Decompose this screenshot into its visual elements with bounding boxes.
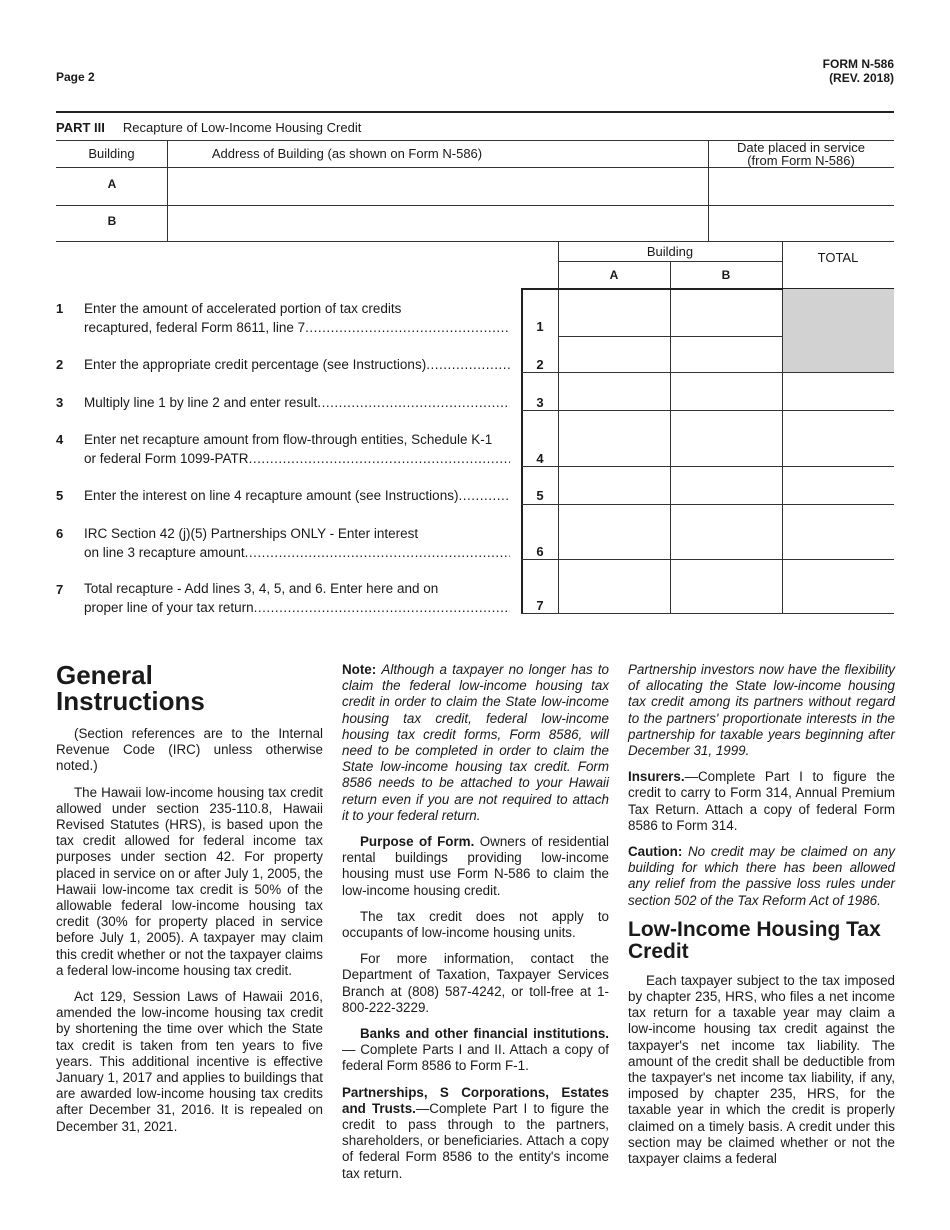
line-text-leader xyxy=(84,449,510,468)
caution-label: Caution: xyxy=(628,844,683,860)
form-id xyxy=(823,57,894,85)
line-number: 2 xyxy=(56,357,64,372)
line-text: Enter the appropriate credit percentage (see Instructions) xyxy=(84,357,427,372)
grid-col-b: B xyxy=(721,268,731,282)
line-3-building-a-field[interactable] xyxy=(559,373,670,410)
line-5-description xyxy=(84,486,510,505)
line-6-total-field[interactable] xyxy=(783,505,894,559)
line-number: 4 xyxy=(56,432,64,447)
line-box-number: 3 xyxy=(536,395,544,410)
note-label: Note: xyxy=(342,662,377,677)
form-revision: (REV. 2018) xyxy=(829,71,894,85)
date-header-line1: Date placed in service xyxy=(737,140,865,155)
date-column-header xyxy=(708,141,894,167)
line-text: Enter the interest on line 4 recapture amount (see Instructions) xyxy=(84,488,459,503)
line-6-building-b-field[interactable] xyxy=(671,505,782,559)
building-b-date-field[interactable] xyxy=(709,206,894,240)
purpose-text: Owners of residential rental buildings providing low-income housing must use Form N-586 to claim the low-income housing credit. xyxy=(342,834,609,898)
building-b-address-field[interactable] xyxy=(168,206,707,240)
rule xyxy=(56,111,894,113)
purpose-label: Purpose of Form. xyxy=(360,834,475,850)
line-box-number: 7 xyxy=(536,598,544,613)
line-box-number: 5 xyxy=(536,488,544,503)
heading-line: Low-Income Housing Tax xyxy=(628,917,881,941)
line-text: Multiply line 1 by line 2 and enter result xyxy=(84,395,318,410)
form-number: FORM N-586 xyxy=(822,57,894,71)
grid-col-a: A xyxy=(609,268,619,282)
line-text: on line 3 recapture amount xyxy=(84,545,245,560)
line-7-description xyxy=(84,579,510,617)
paragraph: Act 129, Session Laws of Hawaii 2016, amended the low-income housing tax credit by shortening the time over which the State tax credit is taken from ten years to five years. This additional incentive is effective January 1, 2017 and applies to buildings that are awarded low-income housing tax credits after December 31, 2016. It is repealed on December 31, 2021. xyxy=(56,989,323,1134)
line-3-building-b-field[interactable] xyxy=(671,373,782,410)
part-label: PART III xyxy=(56,120,105,135)
line-5-building-b-field[interactable] xyxy=(671,467,782,504)
line-text: Enter net recapture amount from flow-through entities, Schedule K-1 xyxy=(84,432,493,447)
instructions-column-3 xyxy=(628,662,895,1177)
building-b-label: B xyxy=(107,214,117,228)
building-a-date-field[interactable] xyxy=(709,168,894,204)
line-5-total-field[interactable] xyxy=(783,467,894,504)
title-line: General xyxy=(56,660,153,690)
building-a-address-field[interactable] xyxy=(168,168,707,204)
line-number: 7 xyxy=(56,582,64,597)
section-heading xyxy=(628,919,895,963)
line-text-leader xyxy=(84,598,510,617)
date-header-line2: (from Form N-586) xyxy=(747,153,855,168)
part-heading xyxy=(56,120,361,135)
line-text: IRC Section 42 (j)(5) Partnerships ONLY - Enter interest xyxy=(84,526,419,541)
line-4-building-b-field[interactable] xyxy=(671,411,782,466)
line-text: Enter the amount of accelerated portion of tax credits xyxy=(84,301,402,316)
grid-building-header: Building xyxy=(646,244,694,259)
line-1-description xyxy=(84,299,510,337)
line-number: 1 xyxy=(56,301,64,316)
line-1-building-b-field[interactable] xyxy=(671,289,782,336)
line-box-number: 4 xyxy=(536,451,544,466)
banks-paragraph xyxy=(342,1026,609,1075)
line-4-building-a-field[interactable] xyxy=(559,411,670,466)
line-number: 6 xyxy=(56,526,64,541)
line-5-building-a-field[interactable] xyxy=(559,467,670,504)
rule xyxy=(521,613,894,614)
investors-paragraph xyxy=(628,662,895,759)
line-3-description xyxy=(84,393,510,412)
part-title: Recapture of Low-Income Housing Credit xyxy=(122,120,362,135)
line-2-description xyxy=(84,355,510,374)
building-a-label: A xyxy=(107,177,117,191)
heading-line: Credit xyxy=(628,939,689,963)
insurers-text: —Complete Part I to figure the credit to carry to Form 314, Annual Premium Tax Return. Attach a copy of federal Form 8586 to Form 314. xyxy=(628,769,895,833)
line-6-building-a-field[interactable] xyxy=(559,505,670,559)
total-shaded-cell xyxy=(783,289,894,372)
line-7-total-field[interactable] xyxy=(783,560,894,613)
purpose-paragraph xyxy=(342,834,609,899)
caution-paragraph xyxy=(628,844,895,909)
line-box-number: 2 xyxy=(536,357,544,372)
line-number: 3 xyxy=(56,395,64,410)
partnerships-paragraph xyxy=(342,1085,609,1182)
instructions-title xyxy=(56,662,323,714)
line-2-building-a-field[interactable] xyxy=(559,337,670,372)
investors-text: Partnership investors now have the flexibility of allocating the State low-income housing tax credit among its partners without regard to the partners' proportionate interests in the partnership for taxable years beginning after December 31, 1999. xyxy=(628,662,895,759)
note-text: Although a taxpayer no longer has to claim the federal low-income housing tax credit in order to claim the State low-income housing tax credit, federal low-income housing tax credit forms, Form 8586, will need to be completed in order to claim the State low-income housing tax credit. Form 8586 needs to be attached to your Hawaii return even if you are not required to attach it to your federal return. xyxy=(342,662,609,823)
line-text: recaptured, federal Form 8611, line 7 xyxy=(84,320,306,335)
paragraph: For more information, contact the Department of Taxation, Taxpayer Services Branch at (808) 587-4242, or toll-free at 1-800-222-3229. xyxy=(342,951,609,1015)
line-1-building-a-field[interactable] xyxy=(559,289,670,336)
page-number: Page 2 xyxy=(56,70,95,84)
line-4-description xyxy=(84,430,510,468)
caution-text: No credit may be claimed on any building for which there has been allowed any relief from the passive loss rules under section 502 of the Tax Reform Act of 1986. xyxy=(628,844,895,908)
paragraph: Each taxpayer subject to the tax imposed by chapter 235, HRS, who files a net income tax return for a taxable year may claim a low-income housing tax credit against the taxpayer's net income tax liability. The amount of the credit shall be deductible from the taxpayer's net income tax liability, if any, imposed by chapter 235, HRS, for the taxable year in which the credit is properly claimed on a timely basis. A credit under this section may be claimed whether or not the taxpayer claims a federal xyxy=(628,972,895,1167)
building-column-header: Building xyxy=(88,146,135,161)
partnerships-text: —Complete Part I to figure the credit to pass through to the partners, shareholders, or beneficiaries. Attach a copy of federal Form 8586 to the entity's income tax return. xyxy=(342,1100,610,1181)
banks-text: — Complete Parts I and II. Attach a copy of federal Form 8586 to Form F-1. xyxy=(342,1042,609,1074)
insurers-label: Insurers. xyxy=(628,769,685,785)
line-7-building-a-field[interactable] xyxy=(559,560,670,613)
line-number: 5 xyxy=(56,488,64,503)
line-7-building-b-field[interactable] xyxy=(671,560,782,613)
line-text-leader xyxy=(84,318,510,337)
rule xyxy=(558,261,782,262)
line-3-total-field[interactable] xyxy=(783,373,894,410)
insurers-paragraph xyxy=(628,769,895,834)
title-line: Instructions xyxy=(56,686,205,716)
banks-label: Banks and other financial institutions. xyxy=(360,1026,609,1042)
line-text: Total recapture - Add lines 3, 4, 5, and 6. Enter here and on xyxy=(84,581,439,596)
address-column-header: Address of Building (as shown on Form N-586) xyxy=(211,146,483,161)
line-4-total-field[interactable] xyxy=(783,411,894,466)
line-box-number: 6 xyxy=(536,544,544,559)
partnerships-label: Partnerships, S Corporations, Estates and Trusts. xyxy=(342,1084,609,1116)
line-2-building-b-field[interactable] xyxy=(671,337,782,372)
paragraph: (Section references are to the Internal Revenue Code (IRC) unless otherwise noted.) xyxy=(56,726,323,774)
line-text: proper line of your tax return xyxy=(84,600,254,615)
line-text-leader xyxy=(84,543,510,562)
line-6-description xyxy=(84,524,510,562)
grid-col-total: TOTAL xyxy=(817,250,859,265)
note-paragraph xyxy=(342,662,609,824)
instructions-column-1 xyxy=(56,662,323,1145)
line-text: or federal Form 1099-PATR xyxy=(84,451,249,466)
instructions-column-2 xyxy=(342,662,609,1192)
paragraph: The Hawaii low-income housing tax credit allowed under section 235-110.8, Hawaii Revised Statutes (HRS), is based upon the tax credit allowed for federal income tax purposes under section 42. For property placed in service on or after July 1, 2005, the Hawaii low-income tax credit is 50% of the allowable federal low-income housing tax credit (30% for property placed in service before July 1, 2005). A taxpayer may claim this credit whether or not the taxpayer claims a federal low-income housing tax credit. xyxy=(56,784,323,978)
paragraph: The tax credit does not apply to occupants of low-income housing units. xyxy=(342,908,609,941)
line-box-number: 1 xyxy=(536,319,544,334)
rule xyxy=(56,241,894,242)
